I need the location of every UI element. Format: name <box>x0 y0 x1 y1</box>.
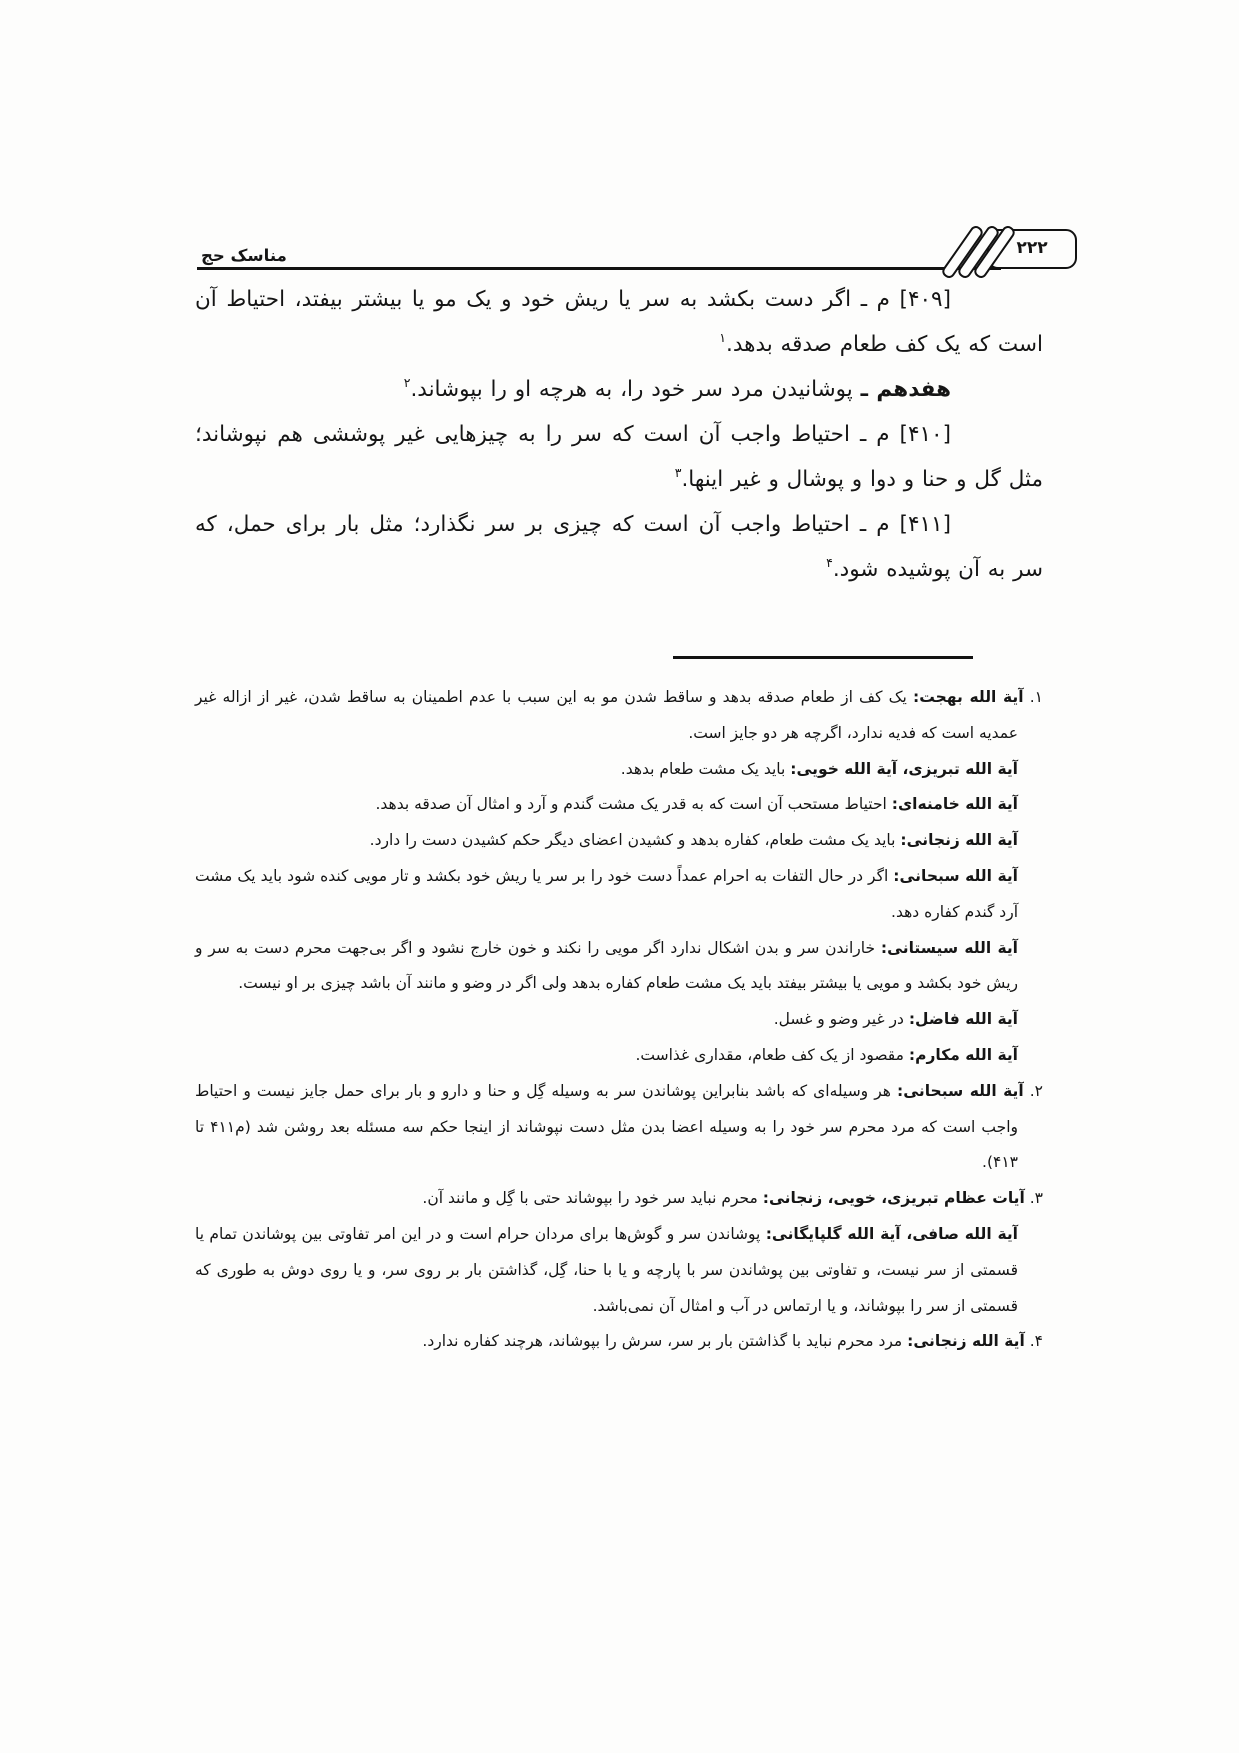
footnote-3-entry <box>195 1181 1043 1217</box>
footnote-text: محرم نباید سر خود را بپوشاند حتی با گِل و مانند آن. <box>422 1189 758 1208</box>
marja-name: آیة الله سبحانی: <box>893 866 1018 885</box>
header-rule <box>197 267 1001 270</box>
footnote-text: باید یک مشت طعام بدهد. <box>620 759 786 778</box>
footnote-text: پوشاندن سر و گوش‌ها برای مردان حرام است و در این امر تفاوتی بین پوشاندن تمام یا قسمتی از سر نیست، و تفاوتی بین پوشاندن سر با پارچه و یا با حنا، گِل، گذاشتن بار بر روی سر، و یا روی دوش به طوری که قسمتی از سر را بپوشاند، و یا ارتماس در آب و امثال آن نمی‌باشد. <box>195 1224 1018 1315</box>
page-header <box>195 236 1048 270</box>
footnote-ref-3: ۳ <box>674 465 682 480</box>
footnote-1-entry <box>195 752 1043 788</box>
footnote-text: باید یک مشت طعام، کفاره بدهد و کشیدن اعضای دیگر حکم کشیدن دست را دارد. <box>369 831 896 850</box>
book-title: مناسک حج <box>201 246 287 265</box>
item-lead: هفدهم ـ <box>860 377 951 402</box>
footnote-2-entry <box>195 1074 1043 1181</box>
page-content <box>195 236 1048 1360</box>
footnote-1-entry <box>195 787 1043 823</box>
page-number: ۲۲۲ <box>1016 238 1048 258</box>
footnote-1-entry <box>195 823 1043 859</box>
footnote-1-entry <box>195 1038 1043 1074</box>
footnote-text: هر وسیله‌ای که باشد بنابراین پوشاندن سر به وسیله گِل و حنا و دارو و بار برای حمل جایز نیست و احتیاط واجب است که مرد محرم سر خود را به وسیله اعضا بدن مثل دست نپوشاند از اینجا حکم سه مسئله بعد روشن شد (م۴۱۱ تا ۴۱۳). <box>195 1081 1018 1172</box>
masala-number: [۴۰۹] م ـ <box>860 287 951 312</box>
footnote-text: یک کف از طعام صدقه بدهد و ساقط شدن مو به این سبب با عدم اطمینان به ساقط شدن، غیر از ازاله غیر عمدیه است که فدیه ندارد، اگرچه هر دو جایز است. <box>195 688 1018 742</box>
footnote-number: ۱. <box>1029 688 1043 706</box>
paragraph-409 <box>195 277 1043 367</box>
marja-name: آیة الله خامنه‌ای: <box>891 795 1018 814</box>
marja-name: آیة الله سیستانی: <box>880 938 1018 957</box>
footnotes-block <box>195 680 1043 1360</box>
footnote-1-entry <box>195 859 1043 931</box>
paragraph-410 <box>195 412 1043 502</box>
paragraph-seventeenth <box>195 367 1043 412</box>
marja-name: آیة الله فاضل: <box>908 1010 1018 1029</box>
marja-name: آیة الله سبحانی: <box>897 1081 1024 1100</box>
masala-number: [۴۱۰] م ـ <box>859 422 951 447</box>
footnote-text: خاراندن سر و بدن اشکال ندارد اگر مویی را نکند و خون خارج نشود و اگر بی‌جهت محرم دست به سر و ریش خود بکشد و مویی یا بیشتر بیفتد باید یک مشت طعام کفاره بدهد ولی اگر در وضو و مانند آن باشد چیزی بر او نیست. <box>195 938 1018 993</box>
marja-name: آیة الله زنجانی: <box>900 831 1018 850</box>
footnote-text: اگر در حال التفات به احرام عمداً دست خود را بر سر یا ریش خود بکشد و تار مویی کنده شود باید یک مشت آرد گندم کفاره دهد. <box>195 866 1018 921</box>
footnote-number: ۲. <box>1029 1081 1043 1100</box>
marja-name: آیات عظام تبریزی، خویی، زنجانی: <box>762 1189 1025 1208</box>
footnote-4-entry <box>195 1324 1043 1360</box>
paragraph-411 <box>195 502 1043 592</box>
footnote-1-entry <box>195 1002 1043 1038</box>
marja-name: آیة الله مکارم: <box>908 1045 1018 1064</box>
footnote-text: در غیر وضو و غسل. <box>773 1010 904 1029</box>
marja-name: آیة الله صافی، آیة الله گلپایگانی: <box>765 1224 1018 1243</box>
footnote-separator <box>673 656 973 659</box>
footnote-3-entry <box>195 1217 1043 1324</box>
footnote-1-entry <box>195 680 1043 752</box>
paragraph-text: پوشانیدن مرد سر خود را، به هرچه او را بپوشاند. <box>410 377 853 402</box>
footnote-number: ۳. <box>1029 1189 1043 1208</box>
footnote-ref-2: ۲ <box>403 375 411 390</box>
footnote-number: ۴. <box>1029 1332 1043 1351</box>
paragraph-text: احتیاط واجب آن است که چیزی بر سر نگذارد؛ مثل بار برای حمل، که سر به آن پوشیده شود. <box>195 512 1043 582</box>
footnote-ref-1: ۱ <box>719 330 726 345</box>
footnote-text: احتیاط مستحب آن است که به قدر یک مشت گندم و آرد و امثال آن صدقه بدهد. <box>375 795 887 814</box>
masala-number: [۴۱۱] م ـ <box>859 512 951 537</box>
main-text-block <box>195 277 1043 592</box>
footnote-ref-4: ۴ <box>826 555 833 570</box>
footnote-text: مقصود از یک کف طعام، مقداری غذاست. <box>635 1045 904 1064</box>
footnote-1-entry <box>195 931 1043 1003</box>
footnote-text: مرد محرم نباید با گذاشتن بار بر سر، سرش را بپوشاند، هرچند کفاره ندارد. <box>422 1332 903 1351</box>
marja-name: آیة الله تبریزی، آیة الله خویی: <box>790 759 1018 778</box>
marja-name: آیة الله بهجت: <box>913 688 1024 706</box>
paragraph-text: احتیاط واجب آن است که سر را به چیزهایی غیر پوششی هم نپوشاند؛ مثل گل و حنا و دوا و پوشال و غیر اینها. <box>195 422 1043 492</box>
marja-name: آیة الله زنجانی: <box>907 1332 1025 1351</box>
paragraph-text: اگر دست بکشد به سر یا ریش خود و یک مو یا بیشتر بیفتد، احتیاط آن است که یک کف طعام صدقه بدهد. <box>195 287 1043 357</box>
